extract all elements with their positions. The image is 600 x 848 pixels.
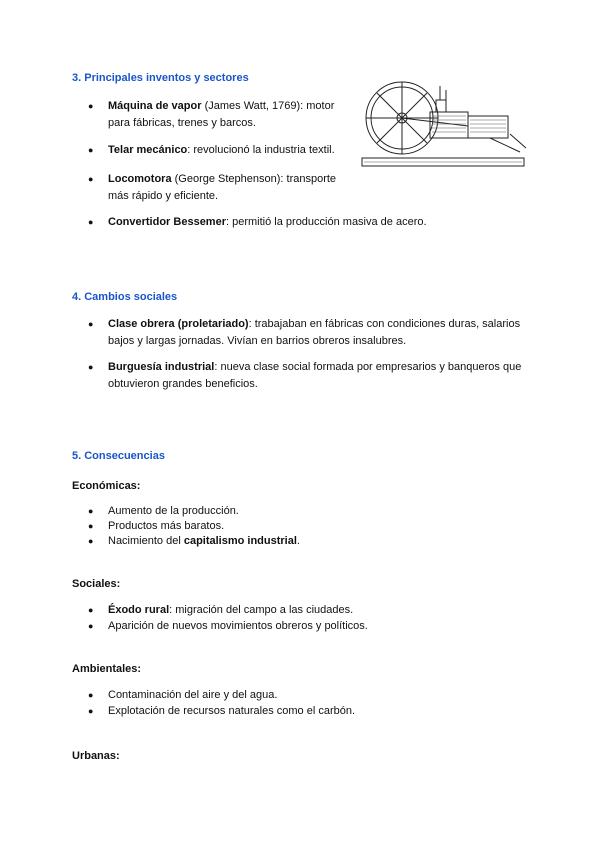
item-term: Máquina de vapor — [108, 100, 202, 112]
item-text: Nacimiento del — [108, 535, 184, 547]
list-item-capitalismo — [108, 533, 300, 550]
subheading-urbanas: Urbanas: — [72, 750, 120, 762]
item-text: : revolucionó la industria textil. — [187, 144, 335, 156]
bullet: ● — [88, 145, 94, 155]
item-text: (George Stephenson): transporte — [171, 173, 337, 185]
item-text: . — [296, 535, 300, 547]
bullet: ● — [88, 521, 94, 531]
item-term: Clase obrera (proletariado) — [108, 318, 249, 330]
steam-engine-illustration — [360, 78, 528, 173]
list-item: Explotación de recursos naturales como el carbón. — [108, 705, 356, 717]
list-item-convertidor-bessemer — [108, 214, 427, 231]
item-text: (James Watt, 1769): motor — [201, 100, 335, 112]
bullet: ● — [88, 706, 94, 716]
list-item-maquina-vapor — [108, 98, 334, 132]
bullet: ● — [88, 506, 94, 516]
bullet: ● — [88, 621, 94, 631]
list-item-burguesia — [108, 359, 521, 393]
list-item-clase-obrera — [108, 316, 520, 350]
item-text: : nueva clase social formada por empresarios y banqueros que — [214, 361, 522, 373]
list-item: Productos más baratos. — [108, 520, 225, 532]
item-term: Telar mecánico — [108, 144, 188, 156]
bullet: ● — [88, 605, 94, 615]
bullet: ● — [88, 319, 94, 329]
list-item-locomotora — [108, 171, 336, 205]
section-3-heading: 3. Principales inventos y sectores — [72, 72, 249, 84]
item-term: Éxodo rural — [108, 604, 170, 616]
item-term: Burguesía industrial — [108, 361, 215, 373]
item-text-line2: obtuvieron grandes beneficios. — [108, 378, 258, 390]
item-term: Locomotora — [108, 173, 172, 185]
bullet: ● — [88, 362, 94, 372]
item-term: Convertidor Bessemer — [108, 216, 226, 228]
bullet: ● — [88, 174, 94, 184]
section-4-heading: 4. Cambios sociales — [72, 291, 178, 303]
item-text-line2: para fábricas, trenes y barcos. — [108, 117, 256, 129]
section-5-heading: 5. Consecuencias — [72, 450, 165, 462]
item-term: capitalismo industrial — [183, 535, 297, 547]
bullet: ● — [88, 217, 94, 227]
list-item-exodo-rural — [108, 602, 353, 619]
subheading-economicas: Económicas: — [72, 480, 141, 492]
list-item: Contaminación del aire y del agua. — [108, 689, 278, 701]
subheading-sociales: Sociales: — [72, 578, 121, 590]
list-item-telar-mecanico — [108, 142, 335, 159]
item-text: : trabajaban en fábricas con condiciones duras, salarios — [248, 318, 521, 330]
bullet: ● — [88, 690, 94, 700]
list-item: Aumento de la producción. — [108, 505, 239, 517]
list-item: Aparición de nuevos movimientos obreros y políticos. — [108, 620, 368, 632]
item-text-line2: bajos y largas jornadas. Vivían en barrios obreros insalubres. — [108, 335, 407, 347]
item-text: : migración del campo a las ciudades. — [169, 604, 354, 616]
item-text: : permitió la producción masiva de acero. — [226, 216, 427, 228]
bullet: ● — [88, 101, 94, 111]
subheading-ambientales: Ambientales: — [72, 663, 142, 675]
bullet: ● — [88, 536, 94, 546]
item-text-line2: más rápido y eficiente. — [108, 190, 219, 202]
